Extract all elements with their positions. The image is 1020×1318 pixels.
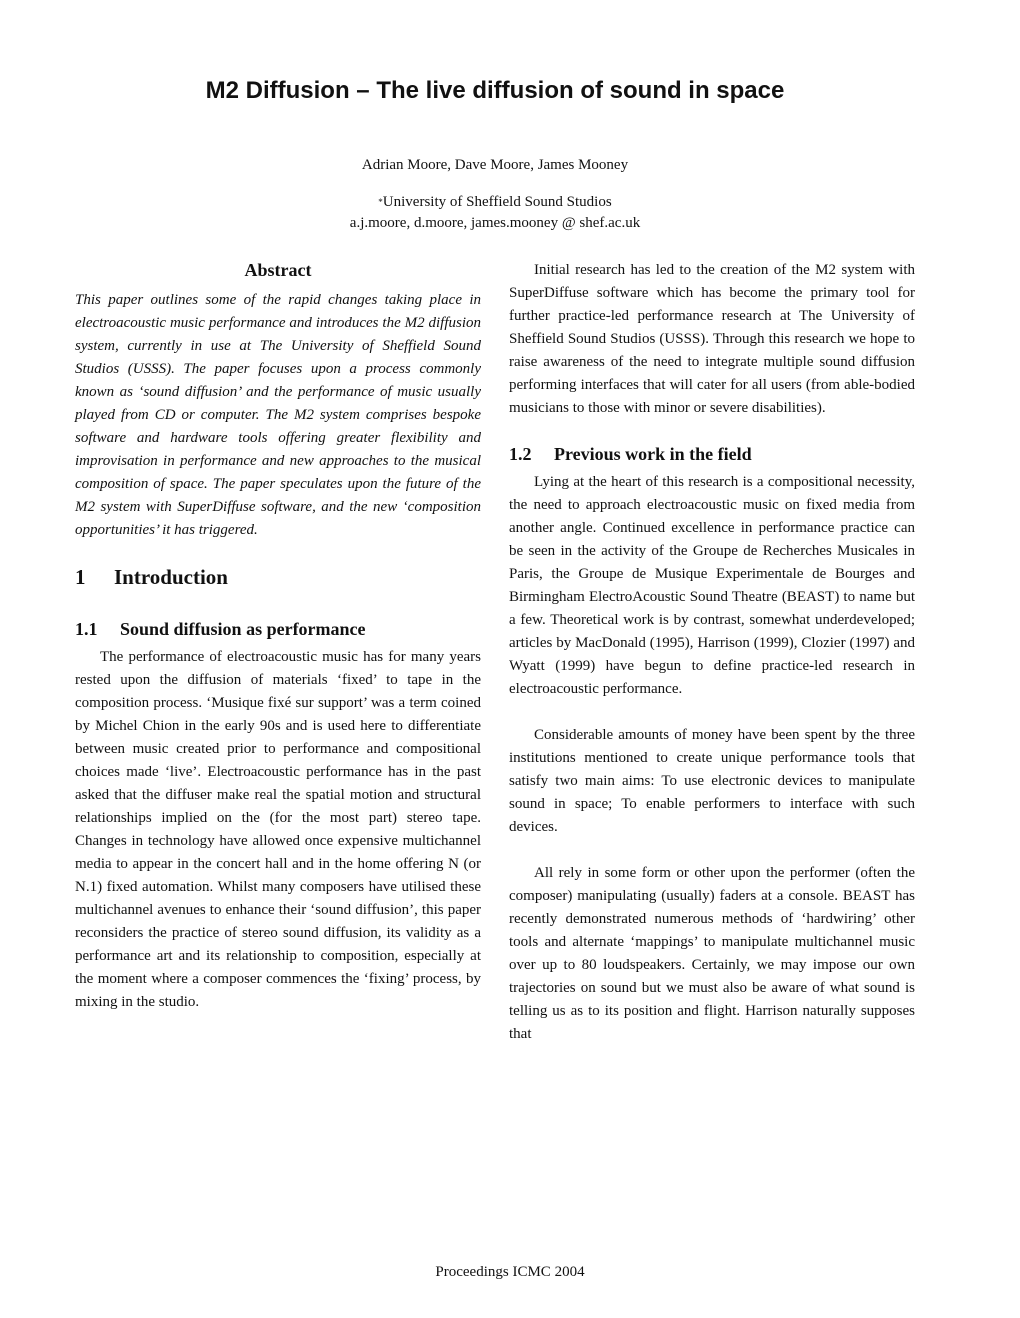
section-1-2-paragraph-2: Considerable amounts of money have been spent by the three institutions mentioned to create unique performance tools that satisfy two main aims: To use electronic devices to manipulate sound in space; To enable performers to interface with such devices. <box>509 727 915 835</box>
section-1-1-heading <box>75 618 481 640</box>
abstract-heading: Abstract <box>244 260 312 280</box>
right-column <box>509 259 915 1046</box>
intro-paragraph: Initial research has led to the creation of the M2 system with SuperDiffuse software which has become the primary tool for further practice-led performance research at The University of Sheffield Sound Studios (USSS). Through this research we hope to raise awareness of the need to integrate multiple sound diffusion performing interfaces that will cater for all users (from able-bodied musicians to those with minor or severe disabilities). <box>509 262 915 416</box>
affiliation-emails: a.j.moore, d.moore, james.mooney @ shef.ac.uk <box>349 215 641 231</box>
affiliation-institution: University of Sheffield Sound Studios <box>382 194 612 210</box>
page-footer: Proceedings ICMC 2004 <box>435 1264 585 1280</box>
affiliation-marker: * <box>378 197 383 207</box>
affiliation-line <box>0 192 990 213</box>
section-1-2-title: Previous work in the field <box>554 444 752 464</box>
section-1-number: 1 <box>75 565 86 589</box>
abstract-text: This paper outlines some of the rapid changes taking place in electroacoustic music performance and introduces the M2 diffusion system, currently in use at The University of Sheffield Sound Studios (USSS). The paper focuses upon a process commonly known as ‘sound diffusion’ and the performance of music usually played from CD or computer. The M2 system comprises bespoke software and hardware tools offering greater flexibility and improvisation in performance and new approaches to the musical composition of space. The paper speculates upon the future of the M2 system with SuperDiffuse software, and the new ‘composition opportunities’ it has triggered. <box>75 292 481 538</box>
section-1-2-number: 1.2 <box>509 444 532 464</box>
section-1-2-paragraph-1: Lying at the heart of this research is a compositional necessity, the need to approach electroacoustic music on fixed media from another angle. Continued excellence in performance practice can be seen in the activity of the Groupe de Recherches Musicales in Paris, the Groupe de Musique Experimentale de Bourges and Birmingham ElectroAcoustic Sound Theatre (BEAST) to name but a few. Theoretical work is by contrast, somewhat underdeveloped; articles by MacDonald (1995), Harrison (1999), Clozier (1997) and Wyatt (1999) have begun to define practice-led research in electroacoustic performance. <box>509 474 915 697</box>
section-1-1-paragraph: The performance of electroacoustic music has for many years rested upon the diffusion of materials ‘fixed’ to tape in the composition process. ‘Musique fixé sur support’ was a term coined by Michel Chion in the early 90s and is used here to differentiate between music created prior to performance and compositional choices made ‘live’. Electroacoustic performance has in the past asked that the diffuser make real the spatial motion and structural relationships implied on the (for the most part) stereo tape. Changes in technology have allowed once expensive multichannel media to appear in the concert hall and in the home offering N (or N.1) fixed automation. Whilst many composers have utilised these multichannel avenues to enhance their ‘sound diffusion’, this paper reconsiders the practice of stereo sound diffusion, its validity as a performance art and its relationship to composition, especially at the moment where a composer commences the ‘fixing’ process, by mixing in the studio. <box>75 649 481 1010</box>
section-1-title: Introduction <box>114 565 228 589</box>
section-1-2-heading <box>509 443 915 465</box>
paper-title: M2 Diffusion – The live diffusion of sound in space <box>205 77 785 104</box>
left-column <box>75 259 481 1014</box>
section-1-heading <box>75 564 481 590</box>
section-1-2-paragraph-3: All rely in some form or other upon the performer (often the composer) manipulating (usually) faders at a console. BEAST has recently demonstrated numerous methods of ‘hardwiring’ other tools and alternate ‘mappings’ to manipulate multichannel music over up to 80 loudspeakers. Certainly, we may impose our own trajectories on sound but we must also be aware of what sound is telling us as to its position and flight. Harrison naturally supposes that <box>509 865 915 1042</box>
affiliation-block <box>0 192 990 234</box>
section-1-1-title: Sound diffusion as performance <box>120 619 366 639</box>
author-list: Adrian Moore, Dave Moore, James Mooney <box>361 157 629 173</box>
section-1-1-number: 1.1 <box>75 619 98 639</box>
